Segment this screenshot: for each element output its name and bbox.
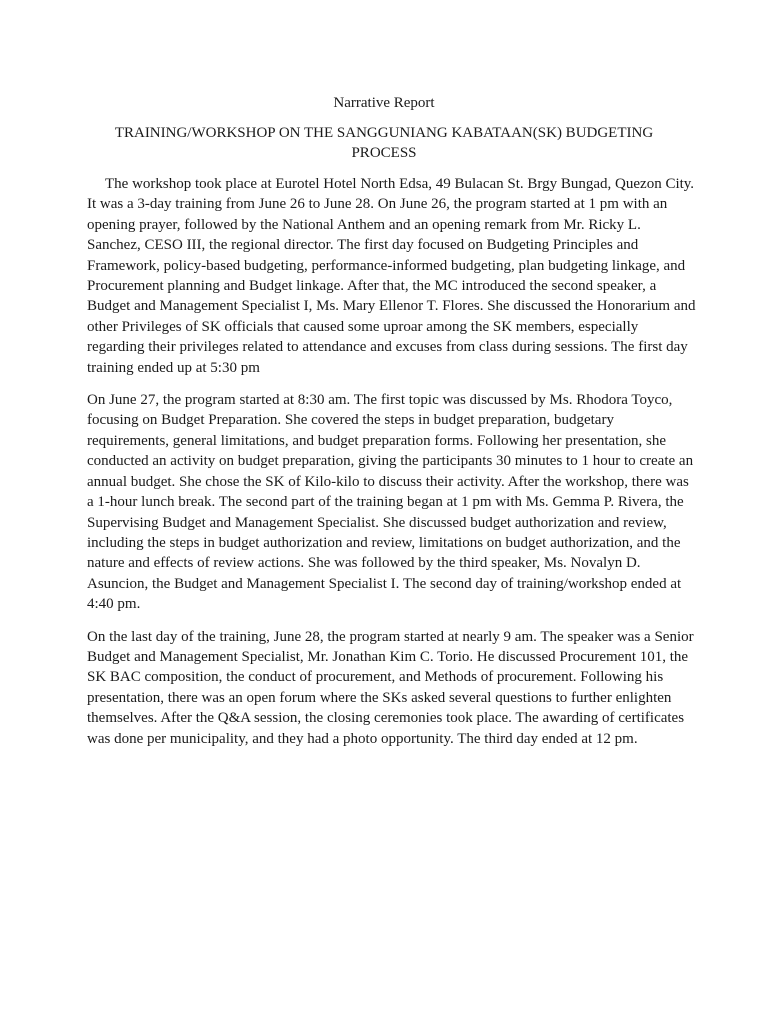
paragraph-day-1: The workshop took place at Eurotel Hotel North Edsa, 49 Bulacan St. Brgy Bungad, Quezon City. It was a 3-day training from June 26 to June 28. On June 26, the program started at 1 pm with an opening prayer, followed by the National Anthem and an opening remark from Mr. Ricky L. Sanchez, CESO III, the regional director. The first day focused on Budgeting Principles and Framework, policy-based budgeting, performance-informed budgeting, plan budgeting linkage, and Procurement planning and Budget linkage. After that, the MC introduced the second speaker, a Budget and Management Specialist I, Ms. Mary Ellenor T. Flores. She discussed the Honorarium and other Privileges of SK officials that caused some uproar among the SK members, especially regarding their privileges related to attendance and excuses from class during sessions. The first day training ended up at 5:30 pm <box>87 176 696 376</box>
paragraph-day-2: On June 27, the program started at 8:30 am. The first topic was discussed by Ms. Rhodora Toyco, focusing on Budget Preparation. She covered the steps in budget preparation, budgetary requirements, general limitations, and budget preparation forms. Following her presentation, she conducted an activity on budget preparation, giving the participants 30 minutes to 1 hour to create an annual budget. She chose the SK of Kilo-kilo to discuss their activity. After the workshop, there was a 1-hour lunch break. The second part of the training began at 1 pm with Ms. Gemma P. Rivera, the Supervising Budget and Management Specialist. She discussed budget authorization and review, including the steps in budget authorization and review, limitations on budget authorization, and the nature and effects of review actions. She was followed by the third speaker, Ms. Novalyn D. Asuncion, the Budget and Management Specialist I. The second day of training/workshop ended at 4:40 pm. <box>87 392 694 613</box>
page-title: Narrative Report <box>333 95 435 111</box>
page-subtitle: TRAINING/WORKSHOP ON THE SANGGUNIANG KABATAAN(SK) BUDGETING PROCESS <box>114 125 654 161</box>
paragraph-day-3: On the last day of the training, June 28, the program started at nearly 9 am. The speaker was a Senior Budget and Management Specialist, Mr. Jonathan Kim C. Torio. He discussed Procurement 101, the SK BAC composition, the conduct of procurement, and Methods of procurement. Following his presentation, there was an open forum where the SKs asked several questions to further enlighten themselves. After the Q&A session, the closing ceremonies took place. The awarding of certificates was done per municipality, and they had a photo opportunity. The third day ended at 12 pm. <box>87 628 694 747</box>
report-body <box>87 174 697 761</box>
